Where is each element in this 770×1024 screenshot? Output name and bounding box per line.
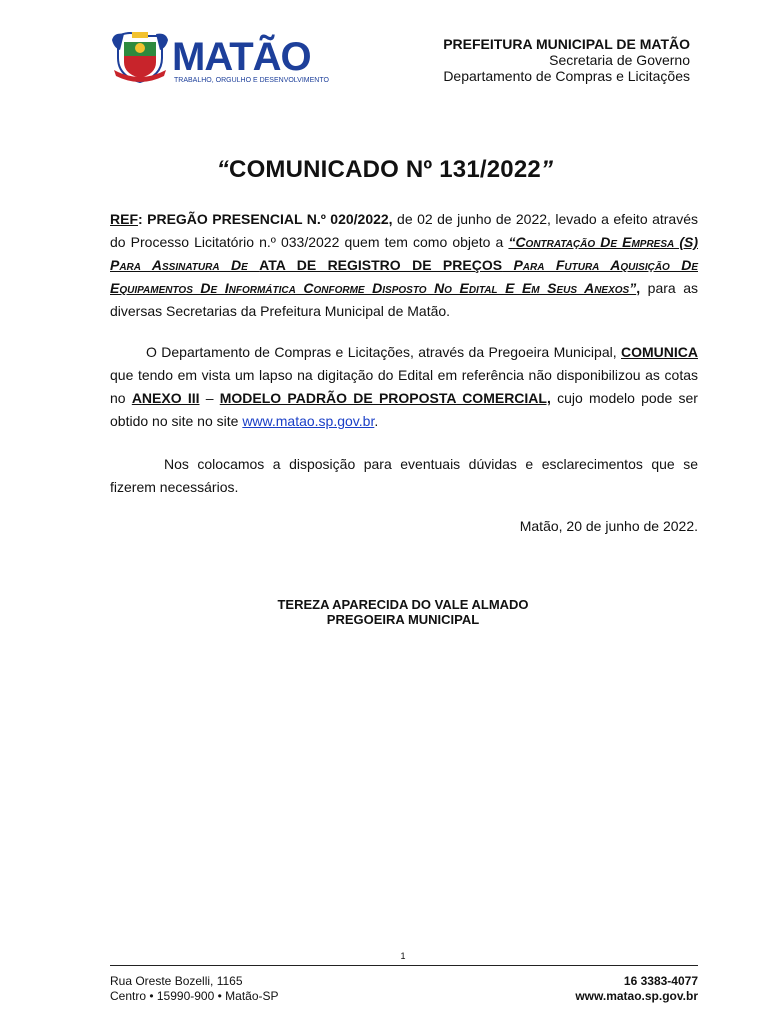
reference-text-2: para as diversas Secretarias da Prefeitura Municipal de Matão. — [110, 280, 699, 319]
organization-name: PREFEITURA MUNICIPAL DE MATÃO — [443, 36, 690, 52]
coat-of-arms-icon — [112, 32, 168, 82]
communication-end: . — [374, 413, 379, 429]
annex-label: ANEXO III — [131, 390, 200, 406]
model-label: MODELO PADRÃO DE PROPOSTA COMERCIAL, — [219, 390, 551, 406]
reference-text-1: de 02 de junho de 2022, levado a efeito através do Processo Licitatório n.º 033/2022 quem tem como objeto a — [110, 211, 698, 250]
secretaria-name: Secretaria de Governo — [549, 52, 690, 68]
title-close-quote: ” — [540, 156, 554, 183]
communication-paragraph — [110, 341, 698, 433]
signatory-name: TEREZA APARECIDA DO VALE ALMADO — [277, 597, 529, 612]
footer-website[interactable]: www.matao.sp.gov.br — [575, 989, 698, 1003]
organization-header — [443, 36, 690, 84]
document-title — [0, 156, 770, 184]
signatory-role: PREGOEIRA MUNICIPAL — [326, 612, 480, 627]
address-line-1: Rua Oreste Bozelli, 1165 — [110, 974, 243, 988]
svg-text:TRABALHO, ORGULHO E DESENVOLVI: TRABALHO, ORGULHO E DESENVOLVIMENTO — [174, 77, 329, 84]
communication-text-3: cujo modelo pode ser obtido no site no site — [110, 390, 698, 429]
site-link[interactable]: www.matao.sp.gov.br — [242, 413, 375, 429]
comunica-keyword: COMUNICA — [621, 344, 698, 360]
svg-text:MATÃO: MATÃO — [172, 35, 311, 79]
footer-divider — [110, 965, 698, 966]
communication-text-2: que tendo em vista um lapso na digitação do Edital em referência não disponibilizou as cotas no — [110, 367, 698, 406]
reference-paragraph — [110, 208, 698, 323]
object-description-1: “Contratação De Empresa (S) Para Assinatura De — [110, 234, 698, 273]
department-name: Departamento de Compras e Licitações — [443, 68, 690, 84]
footer-phone: 16 3383-4077 — [623, 974, 698, 988]
date-line: Matão, 20 de junho de 2022. — [519, 518, 698, 534]
annex-dash: – — [199, 390, 220, 406]
address-line-2: Centro • 15990-900 • Matão-SP — [110, 989, 279, 1003]
matao-logo — [110, 30, 340, 86]
page-number: 1 — [400, 951, 406, 961]
ref-colon: : — [138, 211, 143, 227]
object-ata-registro: ATA DE REGISTRO DE PREÇOS — [259, 257, 503, 273]
footer-contact — [575, 974, 698, 1004]
closing-paragraph — [110, 453, 698, 499]
procedure-number: PREGÃO PRESENCIAL N.º 020/2022, — [142, 211, 393, 227]
title-open-quote: “ — [216, 156, 230, 183]
ref-label: REF — [110, 211, 138, 227]
object-comma: , — [636, 280, 641, 296]
communication-text-1: O Departamento de Compras e Licitações, através da Pregoeira Municipal, — [146, 344, 621, 360]
object-description-2: Para Futura Aquisição De Equipamentos De Informática Conforme Disposto No Edital E Em Seus Anexos” — [110, 257, 698, 296]
title-text: COMUNICADO Nº 131/2022 — [229, 156, 541, 183]
footer-address — [110, 974, 279, 1004]
closing-text: Nos colocamos a disposição para eventuais dúvidas e esclarecimentos que se fizerem necessários. — [110, 456, 698, 495]
signature-block — [0, 597, 770, 627]
